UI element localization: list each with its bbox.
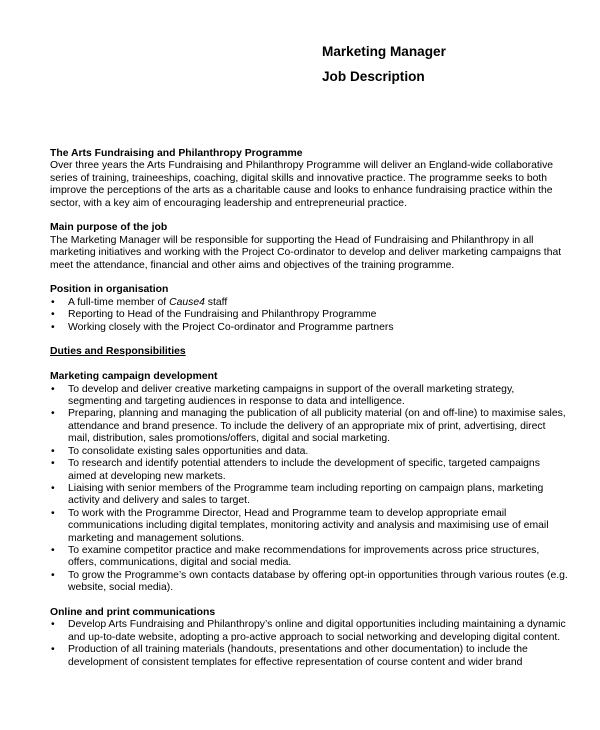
- list-item: • To consolidate existing sales opportunities and data.: [50, 446, 570, 458]
- list-item: • To develop and deliver creative marketing campaigns in support of the overall marketing strategy, segmenting and targeting audiences in response to data and intelligence.: [50, 384, 570, 409]
- document-body: [50, 148, 570, 669]
- position-item-text: staff: [204, 296, 228, 308]
- online-heading: Online and print communications: [50, 606, 216, 618]
- campaign-list: [50, 384, 570, 595]
- intro-paragraph: Over three years the Arts Fundraising and Philanthropy Programme will deliver an England-wide collaborative series of training, traineeships, coaching, digital skills and innovative practice. The programme seeks to both improve the perceptions of the arts as a charitable cause and looks to enhance fundraising practice within the sector, with a key aim of encouraging leadership and entrepreneurial practice.: [50, 160, 554, 209]
- position-heading: Position in organisation: [50, 284, 169, 296]
- duties-heading: Duties and Responsibilities: [50, 346, 186, 358]
- organisation-name: Cause4: [169, 296, 205, 308]
- list-item: [50, 297, 570, 309]
- purpose-paragraph: The Marketing Manager will be responsible for supporting the Head of Fundraising and Philanthropy in all marketing initiatives and working with the Project Co-ordinator to develop and deliver marketing campaigns that meet the attendance, financial and other aims and objectives of the training programme.: [50, 234, 562, 271]
- list-item: • Reporting to Head of the Fundraising and Philanthropy Programme: [50, 309, 570, 321]
- list-item: • Working closely with the Project Co-ordinator and Programme partners: [50, 322, 570, 334]
- intro-heading: The Arts Fundraising and Philanthropy Programme: [50, 148, 303, 159]
- list-item: • Liaising with senior members of the Programme team including reporting on campaign plans, marketing activity and delivery and sales to target.: [50, 483, 570, 508]
- online-list: [50, 619, 570, 669]
- purpose-heading: Main purpose of the job: [50, 222, 168, 234]
- list-item: • To research and identify potential attenders to include the development of specific, targeted campaigns aimed at developing new markets.: [50, 458, 570, 483]
- position-item-text: A full-time member of: [68, 296, 170, 308]
- list-item: • Develop Arts Fundraising and Philanthropy’s online and digital opportunities including maintaining a dynamic and up-to-date website, adopting a pro-active approach to social networking and developing digital content.: [50, 619, 570, 644]
- list-item: • To examine competitor practice and make recommendations for improvements across price structures, offers, communications, digital and social media.: [50, 545, 570, 570]
- campaign-heading: Marketing campaign development: [50, 371, 218, 383]
- document-title: Marketing Manager: [322, 44, 446, 59]
- document-subtitle: Job Description: [322, 69, 425, 84]
- list-item: • To work with the Programme Director, Head and Programme team to develop appropriate email communications including digital templates, monitoring activity and analysis and maximising use of email marketing and management solutions.: [50, 508, 570, 545]
- position-list: [50, 297, 570, 334]
- list-item: • To grow the Programme’s own contacts database by offering opt-in opportunities through various routes (e.g. website, social media).: [50, 570, 570, 595]
- list-item: • Production of all training materials (handouts, presentations and other documentation) to include the development of consistent templates for effective representation of course content and wider brand: [50, 644, 570, 669]
- list-item: • Preparing, planning and managing the publication of all publicity material (on and off-line) to maximise sales, attendance and brand presence. To include the delivery of an appropriate mix of print, advertising, direct mail, distribution, sales promotions/offers, digital and social marketing.: [50, 408, 570, 445]
